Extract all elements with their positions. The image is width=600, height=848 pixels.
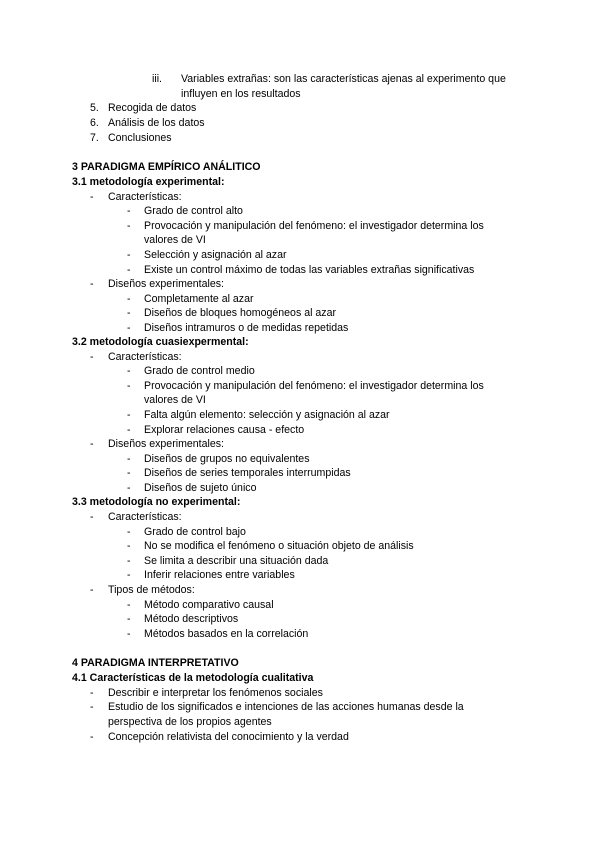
dash-bullet: - — [127, 249, 131, 261]
dash-bullet: - — [127, 482, 131, 494]
dash-bullet: - — [90, 351, 94, 363]
dash-bullet: - — [90, 511, 94, 523]
dash-bullet: - — [127, 205, 131, 217]
numbered-marker: 5. — [90, 102, 99, 114]
dash-bullet: - — [127, 526, 131, 538]
list-item: Diseños de series temporales interrumpidas — [144, 467, 351, 479]
list-label: Características: — [108, 351, 182, 363]
list-item: Completamente al azar — [144, 293, 254, 305]
list-item: Diseños de bloques homogéneos al azar — [144, 307, 336, 319]
list-item: Provocación y manipulación del fenómeno: el investigador determina los — [144, 220, 484, 232]
list-item: Método comparativo causal — [144, 599, 274, 611]
dash-bullet: - — [127, 380, 131, 392]
section-heading: 3 PARADIGMA EMPÍRICO ANÁLITICO — [72, 161, 261, 173]
roman-numeral-marker: iii. — [152, 73, 163, 85]
subsection-heading: 3.1 metodología experimental: — [72, 176, 225, 188]
list-item: Estudio de los significados e intenciones de las acciones humanas desde la — [108, 701, 464, 713]
list-label: Características: — [108, 511, 182, 523]
dash-bullet: - — [90, 731, 94, 743]
dash-bullet: - — [127, 220, 131, 232]
dash-bullet: - — [90, 278, 94, 290]
dash-bullet: - — [127, 424, 131, 436]
list-item: Diseños de grupos no equivalentes — [144, 453, 310, 465]
list-item-continued: valores de VI — [144, 394, 206, 406]
dash-bullet: - — [127, 599, 131, 611]
dash-bullet: - — [127, 569, 131, 581]
roman-item-text: Variables extrañas: son las características ajenas al experimento que — [181, 73, 506, 85]
list-item: Diseños intramuros o de medidas repetidas — [144, 322, 349, 334]
list-item: Provocación y manipulación del fenómeno: el investigador determina los — [144, 380, 484, 392]
list-item: Falta algún elemento: selección y asignación al azar — [144, 409, 390, 421]
list-item: Selección y asignación al azar — [144, 249, 287, 261]
numbered-marker: 6. — [90, 117, 99, 129]
list-item: Métodos basados en la correlación — [144, 628, 309, 640]
dash-bullet: - — [90, 701, 94, 713]
list-item: Se limita a describir una situación dada — [144, 555, 329, 567]
dash-bullet: - — [127, 293, 131, 305]
list-item: Existe un control máximo de todas las variables extrañas significativas — [144, 264, 475, 276]
dash-bullet: - — [127, 365, 131, 377]
list-item: Explorar relaciones causa - efecto — [144, 424, 305, 436]
dash-bullet: - — [90, 687, 94, 699]
numbered-item: Recogida de datos — [108, 102, 197, 114]
dash-bullet: - — [127, 613, 131, 625]
dash-bullet: - — [127, 322, 131, 334]
dash-bullet: - — [127, 628, 131, 640]
list-item: Describir e interpretar los fenómenos sociales — [108, 687, 323, 699]
list-item: Concepción relativista del conocimiento y la verdad — [108, 731, 349, 743]
list-item: Grado de control bajo — [144, 526, 246, 538]
roman-item-text-continued: influyen en los resultados — [181, 88, 301, 100]
list-item-continued: valores de VI — [144, 234, 206, 246]
list-label: Diseños experimentales: — [108, 278, 224, 290]
list-item: Grado de control alto — [144, 205, 243, 217]
dash-bullet: - — [127, 467, 131, 479]
subsection-heading: 4.1 Características de la metodología cualitativa — [72, 672, 314, 684]
numbered-item: Análisis de los datos — [108, 117, 205, 129]
list-item: Inferir relaciones entre variables — [144, 569, 295, 581]
dash-bullet: - — [127, 555, 131, 567]
list-item: No se modifica el fenómeno o situación objeto de análisis — [144, 540, 414, 552]
list-item: Grado de control medio — [144, 365, 255, 377]
numbered-marker: 7. — [90, 132, 99, 144]
dash-bullet: - — [90, 191, 94, 203]
dash-bullet: - — [127, 409, 131, 421]
list-item-continued: perspectiva de los propios agentes — [108, 716, 272, 728]
numbered-item: Conclusiones — [108, 132, 172, 144]
list-item: Método descriptivos — [144, 613, 239, 625]
dash-bullet: - — [90, 584, 94, 596]
subsection-heading: 3.3 metodología no experimental: — [72, 496, 241, 508]
list-item: Diseños de sujeto único — [144, 482, 257, 494]
dash-bullet: - — [127, 307, 131, 319]
dash-bullet: - — [127, 453, 131, 465]
dash-bullet: - — [90, 438, 94, 450]
section-heading: 4 PARADIGMA INTERPRETATIVO — [72, 657, 239, 669]
dash-bullet: - — [127, 540, 131, 552]
dash-bullet: - — [127, 264, 131, 276]
subsection-heading: 3.2 metodología cuasiexpermental: — [72, 336, 249, 348]
list-label: Diseños experimentales: — [108, 438, 224, 450]
list-label: Características: — [108, 191, 182, 203]
list-label: Tipos de métodos: — [108, 584, 195, 596]
